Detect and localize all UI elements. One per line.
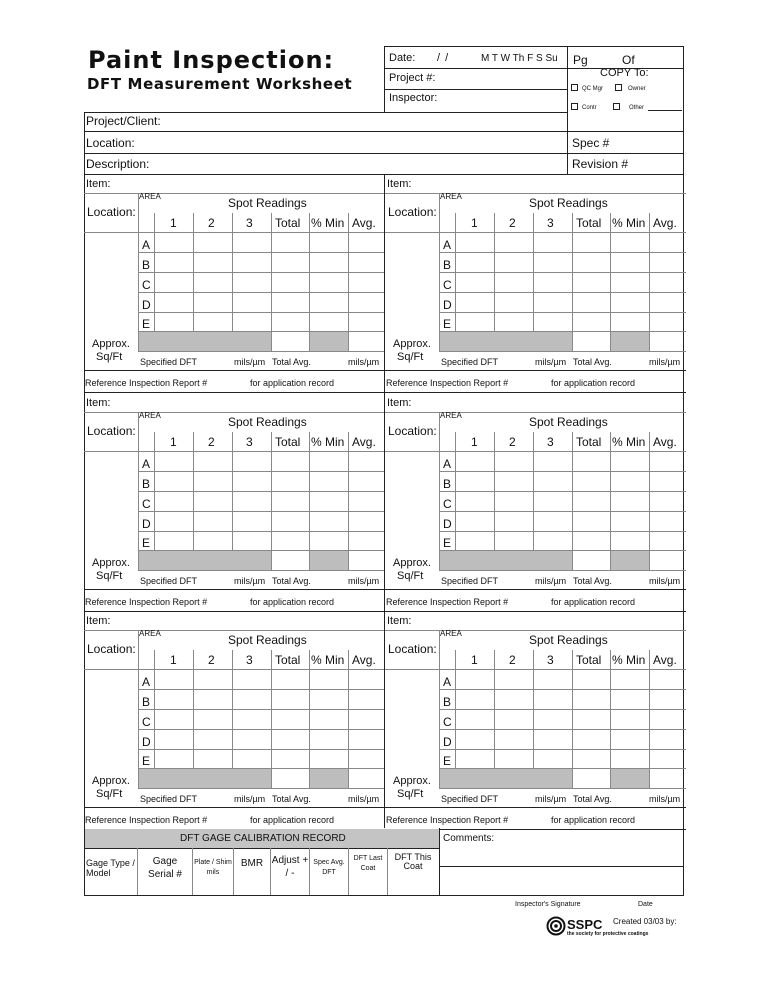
- area-letters: AREA: [440, 629, 462, 638]
- inspector-signature-label: Inspector's Signature: [515, 901, 581, 908]
- copy-to-label: COPY To:: [600, 67, 649, 79]
- col-min-header: % Min: [612, 435, 646, 449]
- col-1-header: 1: [170, 216, 177, 230]
- shaded-cell: [139, 551, 271, 570]
- contr-checkbox[interactable]: [571, 103, 578, 110]
- approx-label: Approx.: [92, 775, 130, 787]
- spec-avg-header: Spec Avg. DFT: [313, 859, 345, 876]
- shaded-cell: [310, 769, 348, 788]
- row-a-label: A: [142, 457, 151, 471]
- mils-unit-2: mils/µm: [649, 576, 681, 586]
- location-label: Location:: [87, 205, 136, 219]
- reference-report-label: Reference Inspection Report #: [386, 597, 509, 607]
- item-label: Item:: [86, 178, 111, 190]
- sqft-label: Sq/Ft: [96, 788, 123, 800]
- reference-report-label: Reference Inspection Report #: [386, 815, 509, 825]
- col-total-header: Total: [275, 216, 301, 230]
- reference-report-label: Reference Inspection Report #: [85, 597, 208, 607]
- shaded-cell: [139, 769, 271, 788]
- approx-label: Approx.: [393, 775, 431, 787]
- row-e-label: E: [443, 536, 452, 550]
- item-label: Item:: [387, 178, 412, 190]
- spot-readings-label: Spot Readings: [529, 196, 608, 210]
- form-title: Paint Inspection:: [88, 46, 335, 74]
- comments-line: [439, 866, 684, 867]
- item-block-6[interactable]: [385, 611, 686, 829]
- row-a-label: A: [443, 457, 452, 471]
- spot-readings-label: Spot Readings: [228, 196, 307, 210]
- location-label: Location:: [388, 642, 437, 656]
- approx-label: Approx.: [92, 338, 130, 350]
- sspc-brand: SSPC: [567, 917, 603, 932]
- spot-readings-label: Spot Readings: [228, 633, 307, 647]
- other-label: Other: [629, 105, 645, 111]
- item-label: Item:: [86, 615, 111, 627]
- sspc-tagline: the society for protective coatings: [567, 931, 649, 937]
- mils-unit-2: mils/µm: [348, 576, 380, 586]
- calibration-title: DFT GAGE CALIBRATION RECORD: [180, 833, 346, 844]
- mils-unit-1: mils/µm: [535, 794, 567, 804]
- row-d-label: D: [443, 517, 452, 531]
- col-1-header: 1: [170, 435, 177, 449]
- created-label: Created 03/03 by:: [613, 917, 677, 926]
- header-divider-left: [384, 46, 385, 112]
- col-3-header: 3: [246, 653, 253, 667]
- sqft-label: Sq/Ft: [397, 351, 424, 363]
- dft-last-header: DFT Last Coat: [353, 855, 383, 872]
- mils-unit-2: mils/µm: [348, 794, 380, 804]
- mils-unit-1: mils/µm: [535, 576, 567, 586]
- col-3-header: 3: [246, 435, 253, 449]
- row-e-label: E: [142, 317, 151, 331]
- col-min-header: % Min: [612, 653, 646, 667]
- total-avg-label: Total Avg.: [573, 576, 612, 586]
- total-avg-label: Total Avg.: [272, 357, 311, 367]
- date-footer-label: Date: [638, 901, 653, 908]
- page-of-label: Of: [622, 53, 635, 67]
- total-avg-label: Total Avg.: [573, 357, 612, 367]
- approx-label: Approx.: [393, 338, 431, 350]
- sqft-label: Sq/Ft: [96, 570, 123, 582]
- col-3-header: 3: [246, 216, 253, 230]
- row-c-label: C: [142, 497, 151, 511]
- location-label: Location:: [86, 136, 135, 150]
- mils-unit-1: mils/µm: [535, 357, 567, 367]
- center-divider: [384, 174, 385, 828]
- item-label: Item:: [387, 397, 412, 409]
- other-checkbox[interactable]: [613, 103, 620, 110]
- col-total-header: Total: [576, 216, 602, 230]
- shaded-cell: [611, 769, 649, 788]
- col-avg-header: Avg.: [352, 435, 376, 449]
- sspc-logo-icon: [546, 916, 566, 936]
- sqft-label: Sq/Ft: [397, 570, 424, 582]
- row-d-label: D: [142, 517, 151, 531]
- comments-divider: [439, 828, 440, 895]
- spot-readings-label: Spot Readings: [228, 415, 307, 429]
- col-1-header: 1: [471, 216, 478, 230]
- approx-label: Approx.: [393, 557, 431, 569]
- row-c-label: C: [443, 278, 452, 292]
- for-application-label: for application record: [250, 597, 335, 607]
- other-blank-line: [648, 110, 682, 111]
- col-2-header: 2: [509, 653, 516, 667]
- mils-unit-2: mils/µm: [348, 357, 380, 367]
- col-1-header: 1: [170, 653, 177, 667]
- qc-mgr-label: QC Mgr: [582, 86, 603, 92]
- specified-dft-label: Specified DFT: [441, 794, 499, 804]
- form-subtitle: DFT Measurement Worksheet: [87, 75, 353, 93]
- location-label: Location:: [87, 642, 136, 656]
- specified-dft-label: Specified DFT: [140, 794, 198, 804]
- total-avg-label: Total Avg.: [272, 794, 311, 804]
- reference-report-label: Reference Inspection Report #: [85, 378, 208, 388]
- col-3-header: 3: [547, 435, 554, 449]
- col-avg-header: Avg.: [653, 216, 677, 230]
- date-label: Date:: [389, 52, 416, 64]
- col-total-header: Total: [275, 653, 301, 667]
- specified-dft-label: Specified DFT: [140, 576, 198, 586]
- row-e-label: E: [443, 754, 452, 768]
- row-c-label: C: [443, 715, 452, 729]
- mils-unit-1: mils/µm: [234, 357, 266, 367]
- col-2-header: 2: [208, 435, 215, 449]
- plate-shim-header: Plate / Shim mils: [194, 859, 232, 876]
- col-avg-header: Avg.: [352, 653, 376, 667]
- gage-serial-header: Gage Serial #: [148, 856, 182, 880]
- item-block-2[interactable]: [385, 174, 686, 392]
- row-a-label: A: [443, 675, 452, 689]
- mils-unit-1: mils/µm: [234, 576, 266, 586]
- col-avg-header: Avg.: [653, 435, 677, 449]
- shaded-cell: [611, 332, 649, 351]
- line-location: [84, 131, 684, 132]
- col-2-header: 2: [208, 216, 215, 230]
- line-description: [84, 153, 684, 154]
- for-application-label: for application record: [250, 378, 335, 388]
- description-label: Description:: [86, 157, 150, 171]
- row-b-label: B: [443, 695, 452, 709]
- shaded-cell: [310, 332, 348, 351]
- item-label: Item:: [387, 615, 412, 627]
- location-label: Location:: [388, 424, 437, 438]
- row-c-label: C: [142, 715, 151, 729]
- shaded-cell: [440, 332, 572, 351]
- col-2-header: 2: [509, 435, 516, 449]
- for-application-label: for application record: [250, 815, 335, 825]
- row-d-label: D: [443, 298, 452, 312]
- row-b-label: B: [443, 258, 452, 272]
- specified-dft-label: Specified DFT: [441, 576, 499, 586]
- project-client-label: Project/Client:: [86, 114, 161, 128]
- contr-label: Contr: [582, 105, 597, 111]
- col-total-header: Total: [576, 653, 602, 667]
- header-line-project: [384, 89, 568, 90]
- owner-checkbox[interactable]: [615, 84, 622, 91]
- mils-unit-2: mils/µm: [649, 357, 681, 367]
- gage-type-header: Gage Type / Model: [86, 858, 135, 878]
- col-avg-header: Avg.: [352, 216, 376, 230]
- shaded-cell: [440, 769, 572, 788]
- row-b-label: B: [142, 258, 151, 272]
- col-2-header: 2: [208, 653, 215, 667]
- col-min-header: % Min: [311, 216, 345, 230]
- sqft-label: Sq/Ft: [96, 351, 123, 363]
- area-letters: AREA: [440, 411, 462, 420]
- adjust-header: Adjust + / -: [271, 855, 309, 879]
- for-application-label: for application record: [551, 815, 636, 825]
- line-project-client: [84, 112, 568, 113]
- qc-mgr-checkbox[interactable]: [571, 84, 578, 91]
- page-label: Pg: [573, 53, 588, 67]
- reference-report-label: Reference Inspection Report #: [386, 378, 509, 388]
- row-e-label: E: [443, 317, 452, 331]
- row-c-label: C: [142, 278, 151, 292]
- item-label: Item:: [86, 397, 111, 409]
- for-application-label: for application record: [551, 378, 636, 388]
- col-min-header: % Min: [311, 435, 345, 449]
- reference-report-label: Reference Inspection Report #: [85, 815, 208, 825]
- location-label: Location:: [87, 424, 136, 438]
- col-total-header: Total: [275, 435, 301, 449]
- spec-label: Spec #: [572, 136, 610, 150]
- for-application-label: for application record: [551, 597, 636, 607]
- weekdays[interactable]: M T W Th F S Su: [481, 53, 558, 64]
- col-min-header: % Min: [311, 653, 345, 667]
- area-letters: AREA: [139, 192, 161, 201]
- area-letters: AREA: [139, 629, 161, 638]
- row-a-label: A: [142, 238, 151, 252]
- spot-readings-label: Spot Readings: [529, 633, 608, 647]
- sqft-label: Sq/Ft: [397, 788, 424, 800]
- header-divider-right: [567, 46, 568, 174]
- row-b-label: B: [142, 477, 151, 491]
- specified-dft-label: Specified DFT: [140, 357, 198, 367]
- row-b-label: B: [142, 695, 151, 709]
- row-d-label: D: [142, 735, 151, 749]
- col-3-header: 3: [547, 653, 554, 667]
- inspector-label: Inspector:: [389, 92, 438, 104]
- col-2-header: 2: [509, 216, 516, 230]
- spot-readings-label: Spot Readings: [529, 415, 608, 429]
- total-avg-label: Total Avg.: [272, 576, 311, 586]
- area-letters: AREA: [440, 192, 462, 201]
- dft-this-header: DFT This Coat: [394, 852, 432, 871]
- header-line-date: [384, 68, 568, 69]
- revision-label: Revision #: [572, 157, 629, 171]
- col-1-header: 1: [471, 435, 478, 449]
- shaded-cell: [310, 551, 348, 570]
- form-bottom-line: [84, 895, 684, 896]
- bmr-header: BMR: [240, 858, 264, 869]
- row-d-label: D: [142, 298, 151, 312]
- mils-unit-1: mils/µm: [234, 794, 266, 804]
- owner-label: Owner: [628, 86, 646, 92]
- row-c-label: C: [443, 497, 452, 511]
- total-avg-label: Total Avg.: [573, 794, 612, 804]
- mils-unit-2: mils/µm: [649, 794, 681, 804]
- col-3-header: 3: [547, 216, 554, 230]
- item-block-1[interactable]: [84, 174, 385, 392]
- item-block-4[interactable]: [385, 393, 686, 611]
- col-total-header: Total: [576, 435, 602, 449]
- comments-label: Comments:: [443, 833, 495, 844]
- row-a-label: A: [142, 675, 151, 689]
- date-slashes[interactable]: / /: [437, 52, 450, 64]
- approx-label: Approx.: [92, 557, 130, 569]
- location-label: Location:: [388, 205, 437, 219]
- shaded-cell: [611, 551, 649, 570]
- project-number-label: Project #:: [389, 72, 436, 84]
- row-a-label: A: [443, 238, 452, 252]
- header-top-line: [384, 46, 684, 47]
- row-d-label: D: [443, 735, 452, 749]
- shaded-cell: [440, 551, 572, 570]
- col-avg-header: Avg.: [653, 653, 677, 667]
- area-letters: AREA: [139, 411, 161, 420]
- shaded-cell: [139, 332, 271, 351]
- col-min-header: % Min: [612, 216, 646, 230]
- item-block-5[interactable]: [84, 611, 385, 829]
- row-e-label: E: [142, 536, 151, 550]
- item-block-3[interactable]: [84, 393, 385, 611]
- col-1-header: 1: [471, 653, 478, 667]
- row-e-label: E: [142, 754, 151, 768]
- row-b-label: B: [443, 477, 452, 491]
- specified-dft-label: Specified DFT: [441, 357, 499, 367]
